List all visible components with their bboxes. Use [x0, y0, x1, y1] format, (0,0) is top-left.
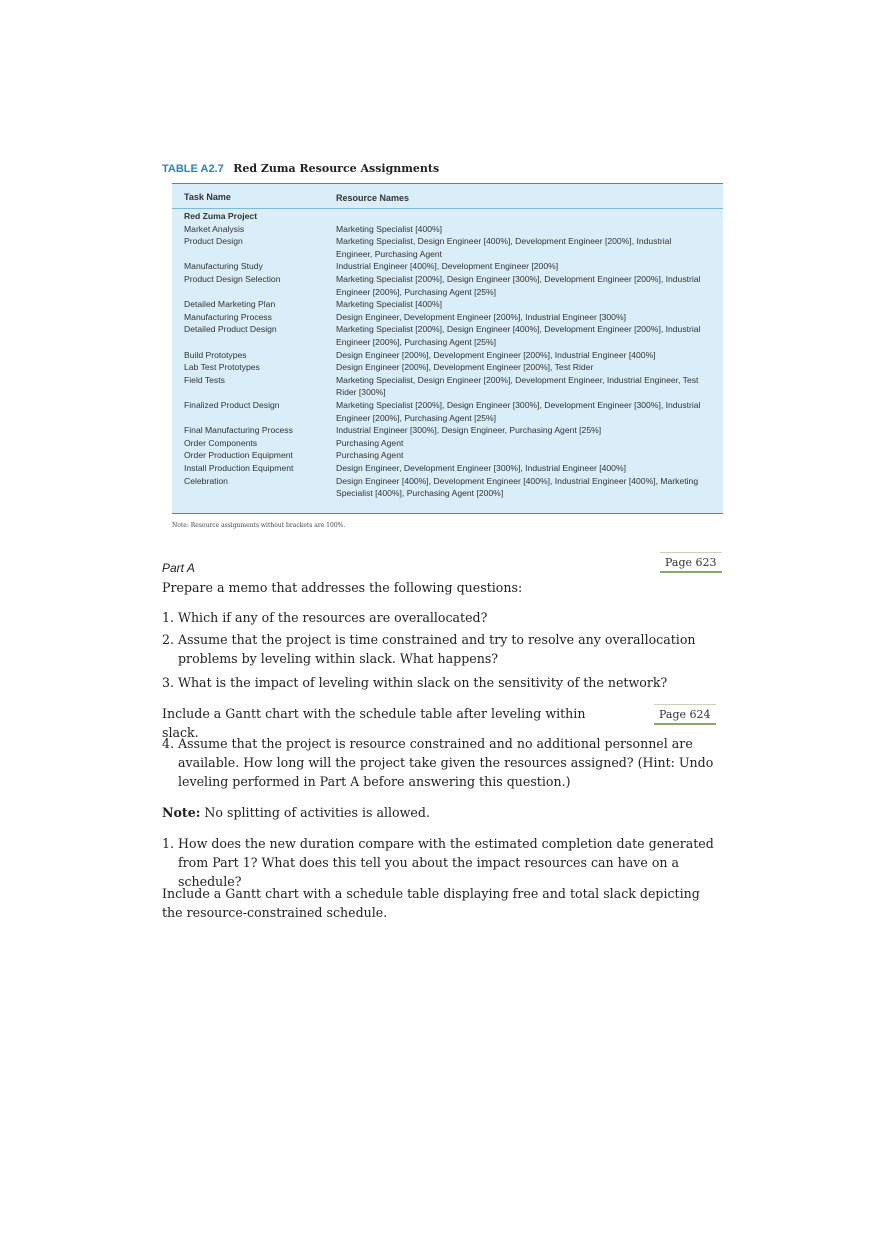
question-2-number: 2. — [162, 632, 175, 647]
resource-line: Engineer [200%], Purchasing Agent [25%] — [336, 336, 497, 347]
question-3 — [162, 673, 718, 692]
memo-intro: Prepare a memo that addresses the following questions: — [162, 580, 523, 595]
task-name: Detailed Product Design — [184, 324, 277, 335]
resource-names — [336, 298, 716, 311]
gantt-instruction-2: Include a Gantt chart with a schedule table displaying free and total slack depicting the resource-constrained schedule. — [162, 886, 700, 920]
question-3-text: What is the impact of leveling within slack on the sensitivity of the network? — [178, 675, 668, 690]
resource-line: Design Engineer [200%], Development Engineer [200%], Test Rider — [336, 362, 594, 373]
resource-names — [336, 399, 716, 424]
resource-names — [336, 437, 716, 450]
resource-line: Marketing Specialist [200%], Design Engineer [300%], Development Engineer [300%], Industrial — [336, 400, 701, 410]
resource-names — [336, 223, 716, 236]
task-name: Manufacturing Study — [184, 261, 263, 272]
gantt-instruction-1: Include a Gantt chart with the schedule table after leveling within slack. — [162, 706, 586, 740]
resource-line: Industrial Engineer [300%], Design Engineer, Purchasing Agent [25%] — [336, 425, 602, 436]
task-name: Finalized Product Design — [184, 400, 280, 410]
task-name: Final Manufacturing Process — [184, 425, 293, 436]
question-2 — [162, 630, 718, 668]
resource-line: Marketing Specialist [200%], Design Engineer [400%], Development Engineer [200%], Industrial — [336, 324, 701, 335]
resource-names — [336, 475, 716, 500]
table-number: TABLE A2.7 — [162, 163, 224, 175]
task-name: Field Tests — [184, 374, 225, 385]
task-name: Market Analysis — [184, 223, 245, 234]
resource-line: Engineer [200%], Purchasing Agent [25%] — [336, 286, 497, 297]
resource-line: Design Engineer [400%], Development Engineer [400%], Industrial Engineer [400%], Marketing — [336, 475, 699, 486]
resource-line: Marketing Specialist [200%], Design Engineer [300%], Development Engineer [200%], Industrial — [336, 274, 701, 284]
resource-names — [336, 424, 716, 437]
resource-line: Design Engineer, Development Engineer [200%], Industrial Engineer [300%] — [336, 311, 626, 322]
resource-table — [172, 183, 723, 514]
resource-line: Engineer, Purchasing Agent — [336, 248, 443, 259]
project-name: Red Zuma Project — [184, 211, 258, 221]
note-text: No splitting of activities is allowed. — [200, 805, 430, 820]
task-name: Manufacturing Process — [184, 311, 272, 322]
table-header — [172, 184, 723, 209]
resource-line: Rider [300%] — [336, 387, 386, 398]
resource-names — [336, 374, 716, 399]
resource-names — [336, 273, 716, 298]
task-name: Celebration — [184, 475, 228, 486]
question-5-text: How does the new duration compare with the estimated completion date generated from Part 1? What does this tell you about the impact resources can have on a schedule? — [178, 836, 714, 889]
resource-line: Purchasing Agent — [336, 437, 404, 448]
question-4 — [162, 734, 718, 791]
resource-names — [336, 235, 716, 260]
table-note: Note: Resource assignments without brackets are 100%. — [172, 522, 346, 529]
resource-names — [336, 349, 716, 362]
resource-line: Design Engineer [200%], Development Engineer [200%], Industrial Engineer [400%] — [336, 349, 656, 360]
question-4-number: 4. — [162, 736, 175, 751]
resource-line: Engineer [200%], Purchasing Agent [25%] — [336, 412, 497, 423]
task-name: Lab Test Prototypes — [184, 362, 260, 373]
resource-line: Marketing Specialist [400%] — [336, 299, 443, 310]
table-caption — [162, 162, 439, 175]
question-2-text: Assume that the project is time constrained and try to resolve any overallocation problems by leveling within slack. What happens? — [178, 632, 696, 666]
resource-names — [336, 462, 716, 475]
task-name: Product Design — [184, 236, 243, 247]
resource-line: Marketing Specialist [400%] — [336, 223, 443, 234]
resource-line: Specialist [400%], Purchasing Agent [200%] — [336, 488, 504, 499]
page-tag-623: Page 623 — [660, 552, 722, 573]
header-task-name: Task Name — [184, 192, 231, 202]
task-name: Detailed Marketing Plan — [184, 299, 276, 310]
task-name: Order Production Equipment — [184, 450, 293, 461]
resource-names — [336, 449, 716, 462]
resource-names — [336, 361, 716, 374]
question-5-number: 1. — [162, 836, 175, 851]
note-label: Note: — [162, 805, 201, 820]
resource-names — [336, 323, 716, 348]
task-name: Build Prototypes — [184, 349, 247, 360]
resource-names — [336, 311, 716, 324]
question-4-text: Assume that the project is resource constrained and no additional personnel are available. How long will the project take given the resources assigned? (Hint: Undo leveling performed in Part A before answering this question.) — [178, 736, 714, 789]
resource-line: Marketing Specialist, Design Engineer [400%], Development Engineer [200%], Industrial — [336, 236, 672, 247]
page-tag-624: Page 624 — [654, 704, 716, 725]
resource-line: Design Engineer, Development Engineer [300%], Industrial Engineer [400%] — [336, 463, 626, 473]
resource-names — [336, 260, 716, 273]
no-splitting-note — [162, 803, 722, 822]
resource-line: Industrial Engineer [400%], Development Engineer [200%] — [336, 261, 559, 272]
question-1-number: 1. — [162, 610, 175, 625]
task-name: Product Design Selection — [184, 274, 281, 284]
part-a-heading: Part A — [162, 561, 195, 575]
question-1 — [162, 608, 718, 627]
task-name: Order Components — [184, 437, 258, 448]
question-1-text: Which if any of the resources are overallocated? — [178, 610, 488, 625]
resource-line: Marketing Specialist, Design Engineer [200%], Development Engineer, Industrial Engineer, Test — [336, 374, 699, 385]
table-title: Red Zuma Resource Assignments — [233, 162, 440, 175]
header-resource-names: Resource Names — [336, 193, 410, 203]
resource-line: Purchasing Agent — [336, 450, 404, 461]
task-name: Install Production Equipment — [184, 463, 294, 473]
question-5 — [162, 834, 718, 891]
question-3-number: 3. — [162, 675, 175, 690]
